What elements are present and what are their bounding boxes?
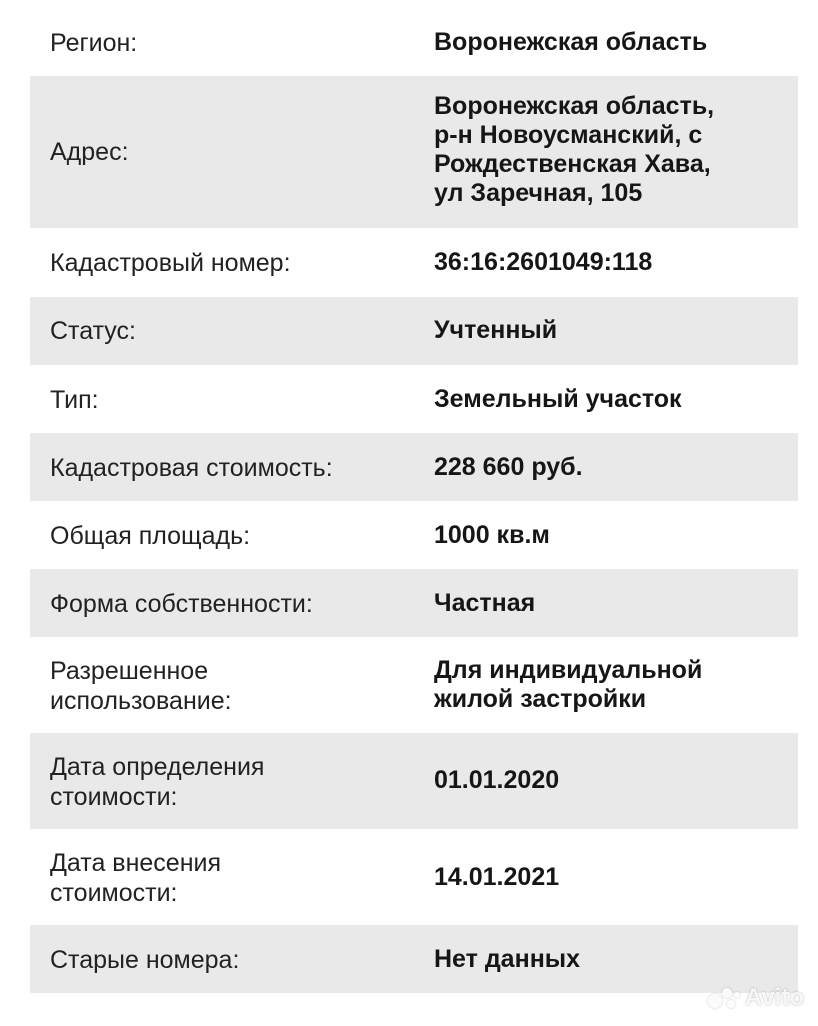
table-row-address (30, 76, 798, 228)
row-label: Кадастровая стоимость: (50, 454, 333, 482)
table-row-entry-date (30, 829, 798, 925)
row-label: Общая площадь: (50, 522, 251, 550)
table-row-old-numbers (30, 925, 798, 993)
row-label: Кадастровый номер: (50, 249, 291, 277)
table-row-ownership (30, 569, 798, 637)
row-value: 14.01.2021 (434, 863, 560, 891)
row-label: Старые номера: (50, 946, 240, 974)
row-label: Регион: (50, 29, 138, 57)
row-value: Учтенный (434, 316, 558, 344)
avito-logo-icon (707, 985, 741, 1011)
row-value: Земельный участок (434, 385, 682, 413)
row-value: Для индивидуальной жилой застройки (434, 656, 703, 713)
row-label: Разрешенное использование: (50, 657, 232, 715)
row-value: 01.01.2020 (434, 766, 560, 794)
row-label: Статус: (50, 317, 136, 345)
avito-watermark-text: Avito (744, 984, 804, 1011)
row-value: 228 660 руб. (434, 453, 583, 481)
table-row-cadastral-value (30, 433, 798, 501)
row-value: Воронежская область (434, 28, 708, 56)
table-row-valuation-date (30, 733, 798, 829)
table-row-status (30, 297, 798, 365)
table-row-cadastral-number (30, 228, 798, 297)
row-value: 36:16:2601049:118 (434, 248, 653, 276)
property-details-table (30, 9, 798, 993)
row-label: Адрес: (50, 138, 129, 166)
row-value: Воронежская область, р-н Новоусманский, с Рождественская Хава, ул Заречная, 105 (434, 92, 715, 207)
table-row-permitted-use (30, 637, 798, 733)
table-row-total-area (30, 501, 798, 569)
row-label: Форма собственности: (50, 590, 313, 618)
row-value: Нет данных (434, 945, 581, 973)
row-value: Частная (434, 589, 536, 617)
row-label: Дата внесения стоимости: (50, 849, 222, 907)
row-label: Дата определения стоимости: (50, 753, 265, 811)
table-row-region (30, 9, 798, 76)
row-value: 1000 кв.м (434, 521, 550, 549)
row-label: Тип: (50, 386, 99, 414)
avito-watermark (707, 984, 804, 1012)
table-row-type (30, 365, 798, 433)
